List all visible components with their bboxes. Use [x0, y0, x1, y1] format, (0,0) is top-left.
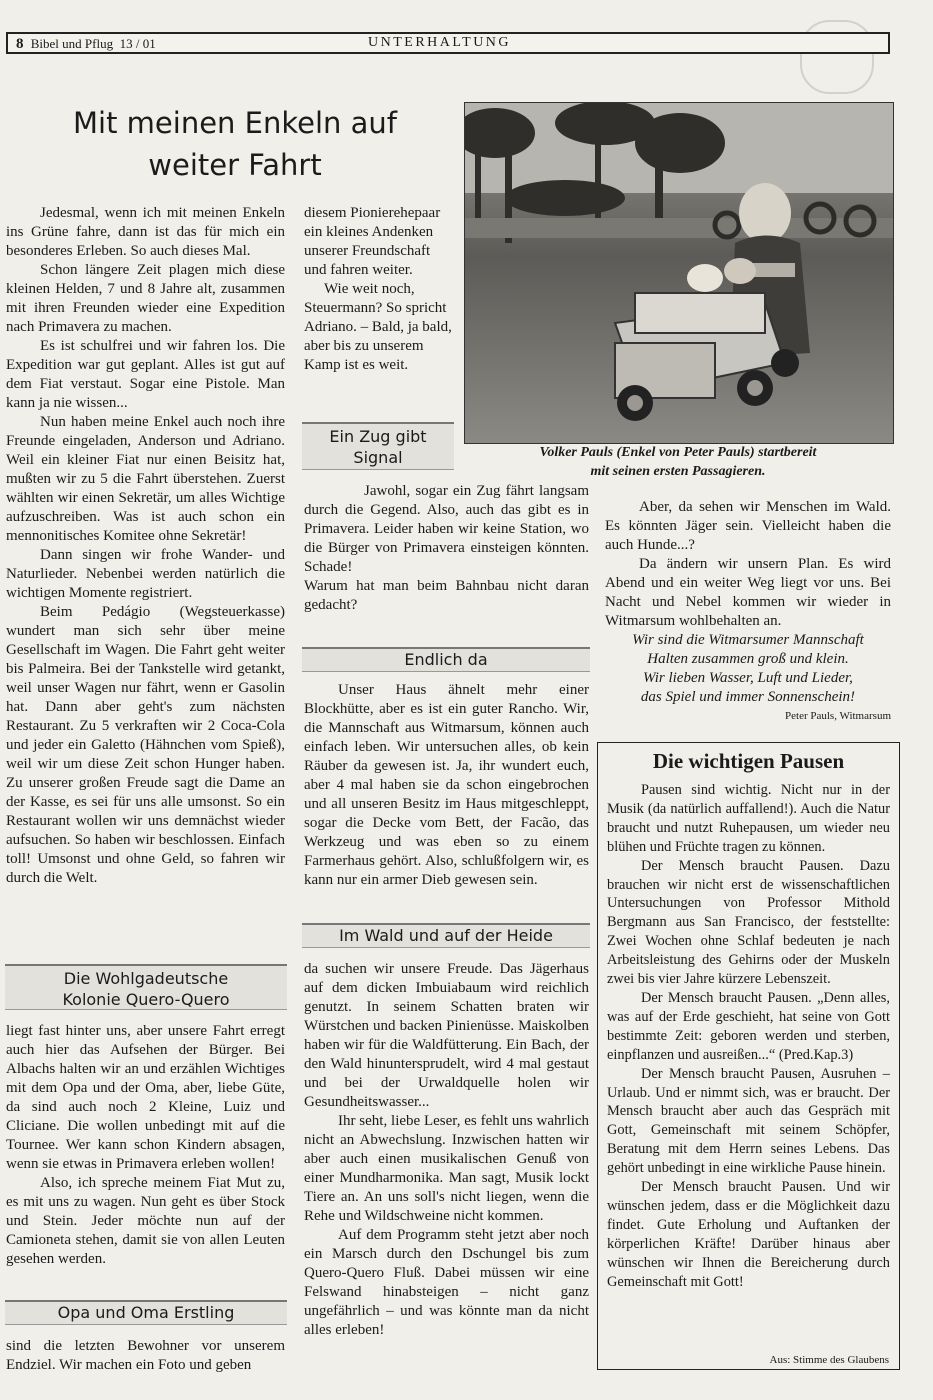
photo-caption: [500, 443, 856, 481]
article-title-line2: weiter Fahrt: [148, 148, 322, 182]
poem: [605, 631, 891, 707]
paragraph: Der Mensch braucht Pausen, Ausruhen – Urlaub. Und er nimmt sich, was er braucht. Der Mensch braucht aber auch das Gespräch mit Gott, Gemeinschaft mit seinem Schöpfer, Beratung mit dem Herrn seines Lebens. Das gehört unbedingt in eine wirkliche Pause hinein.: [607, 1065, 890, 1177]
paragraph: Da ändern wir unsern Plan. Es wird Abend und ein weiter Weg liegt vor uns. Bei Nacht und Nebel kommen wir wieder in Witmarsum wohlbehalten an.: [605, 556, 891, 629]
sidebar-article-body: [607, 781, 890, 1291]
paragraph: Ihr seht, liebe Leser, es fehlt uns wahrlich nicht an Abwechslung. Inzwischen hatten wir aber auch einen musikalischen Genuß von einer Mundharmonika. Man sagt, Musik lockt Tiere an. An uns soll's nicht liegen, wenn die Rehe und Wildschweine nicht kommen.: [304, 1113, 589, 1224]
paragraph: sind die letzten Bewohner vor unserem Endziel. Wir machen ein Foto und geben: [6, 1338, 285, 1373]
paragraph: da suchen wir unsere Freude. Das Jägerhaus auf dem dicken Imbuiabaum wird reichlich genutzt. In seinem Schatten braten wir Würstchen und backen Pinienüsse. Maiskolben haben wir für die Waldfütterung. Ein Bach, der den Wald hinuntersprudelt, wird 4 mal gestaut und bei der Urwaldquelle holen wir Gesundheitswasser...: [304, 961, 589, 1110]
page-number: 8: [16, 36, 24, 52]
sidebar-article-source: Aus: Stimme des Glaubens: [769, 1354, 889, 1366]
paragraph: liegt fast hinter uns, aber unsere Fahrt erregt auch hier das Aufsehen der Bürger. Bei Albachs halten wir an und erzählen Wichtiges mit dem Opa und der Oma, aber, liebe Güte, da sind auch noch 2 Kleine, Luiz und Cliciane. Die wollen unbedingt mit auf die Tournee. Wer kann schon Kindern absagen, wenn sie etwas in Primavera erleben wollen!: [6, 1023, 285, 1172]
column-1: [6, 204, 285, 888]
subhead-wald: Im Wald und auf der Heide: [302, 923, 590, 948]
paragraph: Jawohl, sogar ein Zug fährt langsam durch die Gegend. Also, auch das gibt es in Primavera. Leider haben wir keine Station, wo die Bürger von Primavera einsteigen könnten. Schade!: [304, 483, 589, 575]
paragraph: Der Mensch braucht Pausen. „Denn alles, was auf der Erde geschieht, hat seine von Gott bestimmte Zeit: geboren werden und sterben, einpflanzen und ausreißen...“ (Pred.Kap.3): [607, 989, 890, 1063]
paragraph: Warum hat man beim Bahnbau nicht daran gedacht?: [304, 578, 589, 613]
sidebar-article-box: [597, 742, 900, 1370]
section-title: UNTERHALTUNG: [368, 35, 512, 50]
paragraph: Jedesmal, wenn ich mit meinen Enkeln ins Grüne fahre, dann ist das für mich ein besonderes Erleben. So auch dieses Mal.: [6, 205, 285, 259]
column-1c: [6, 1337, 285, 1375]
subhead-endlich-da: Endlich da: [302, 647, 590, 672]
paragraph: diesem Pionierehepaar ein kleines Andenken unserer Freundschaft und fahren weiter.: [304, 205, 441, 278]
column-2-endlich: [304, 681, 589, 890]
column-2-top: [304, 204, 452, 375]
column-2-wald: [304, 960, 589, 1340]
paragraph: Es ist schulfrei und wir fahren los. Die Expedition war gut geplant. Alles ist gut auf dem Fiat verstaut. Sogar eine Pistole. Man kann ja nie wissen...: [6, 338, 285, 411]
column-1b: [6, 1022, 285, 1269]
article-photo: [464, 102, 894, 444]
paragraph: Nun haben meine Enkel auch noch ihre Freunde eingeladen, Anderson und Adriano. Weil ein kleiner Fiat nur einen Beisitz hat, mußten wir zu 5 die Fahrt überstehen. Zuerst wählten wir einen Sekretär, um alles Wichtige aufzuschreiben. Was ist auch schon ein mennonitisches Komitee ohne Sekretär!: [6, 414, 285, 544]
paragraph: Schon längere Zeit plagen mich diese kleinen Helden, 7 und 8 Jahre alt, zusammen mit ihren Freunden wieder eine Expedition nach Primavera zu machen.: [6, 262, 285, 335]
paragraph: Auf dem Programm steht jetzt aber noch ein Marsch durch den Dschungel bis zum Quero-Quero Fluß. Dabei müssen wir eine Felswand hinabsteigen – nicht ganz ungefährlich – und was könnte man da nicht alles erleben!: [304, 1227, 589, 1338]
article-title: [30, 102, 440, 186]
paragraph: Pausen sind wichtig. Nicht nur in der Musik (da natürlich auffallend!). Auch die Natur braucht und nutzt Ruhepausen, um wieder neu blühen und Früchte tragen zu können.: [607, 782, 890, 855]
paragraph: Also, ich spreche meinem Fiat Mut zu, es mit uns zu wagen. Nun geht es über Stock und Stein. Jeder möchte nun auf der Camioneta stehen, damit sie von allen Leuten gesehen werden.: [6, 1175, 285, 1267]
poem-line: Wir sind die Witmarsumer Mannschaft: [632, 632, 864, 648]
photo-boy-with-toy-truck: [465, 103, 893, 443]
page-header: [6, 32, 890, 54]
paragraph: Unser Haus ähnelt mehr einer Blockhütte, aber es ist ein guter Rancho. Wir, die Mannschaft aus Witmarsum, können auch einfach leben. Wir untersuchen alles, ob kein Räuber da gewesen ist. Ja, ihr wundert euch, aber 4 mal haben sie da schon eingebrochen und all unseren Besitz im Haus mitgeschleppt, sogar die Decke vom Bett, der Facão, das Werkzeug und was eben so zu einem Farmerhaus gehört. Also, schlußfolgern wir, es kann nur ein armer Dieb gewesen sein.: [304, 682, 589, 888]
poem-line: Halten zusammen groß und klein.: [647, 651, 849, 667]
paragraph: Aber, da sehen wir Menschen im Wald. Es könnten Jäger sein. Vielleicht haben die auch Hunde...?: [605, 499, 891, 553]
poem-line: Wir lieben Wasser, Luft und Lieder,: [643, 670, 853, 686]
paragraph: Der Mensch braucht Pausen. Und wir wünschen jedem, dass er die Möglichkeit dazu findet. Gute Erholung und Auftanken der körperlichen Kräfte! Darüber hinaus aber wünschen wir Ihnen die Bereicherung durch Gemeinschaft mit Gott!: [607, 1179, 890, 1290]
article-title-line1: Mit meinen Enkeln auf: [73, 106, 397, 140]
column-3: [605, 498, 891, 726]
paragraph: Beim Pedágio (Wegsteuerkasse) wundert man sich sehr über meine Gesellschaft im Wagen. Die Fahrt geht weiter bis Palmeira. Bei der Tankstelle wird getankt, weil unser Wagen nur fährt, wenn er Gasolin hat. Dann aber geht's zum nächsten Restaurant. Zu 5 verkraften wir 2 Coca-Cola und jeder ein Galetto (Hähnchen vom Spieß), weil wir um diese Zeit schon Hunger haben. Zu unserer großen Freude sagt die Dame an der Kasse, es sei für uns alle umsonst. So ein Restaurant wollen wir uns demnächst wieder aufsuchen. So haben wir beschlossen. Einfach toll! Umsonst und ohne Geld, so fahren wir durch die Welt.: [6, 604, 285, 886]
subhead-zug: Ein Zug gibt Signal: [302, 422, 454, 470]
subhead-kolonie: Die Wohlgadeutsche Kolonie Quero-Quero: [5, 964, 287, 1010]
sidebar-article-title: Die wichtigen Pausen: [652, 749, 845, 773]
publication-name: Bibel und Pflug: [30, 36, 114, 51]
photo-caption-line1: Volker Pauls (Enkel von Peter Pauls) startbereit: [539, 445, 817, 460]
photo-caption-line2: mit seinen ersten Passagieren.: [590, 464, 766, 479]
paragraph: Wie weit noch, Steuermann? So spricht Adriano. – Bald, ja bald, aber bis zu unserem Kamp ist es weit.: [304, 281, 452, 373]
poem-line: das Spiel und immer Sonnenschein!: [640, 689, 856, 705]
column-2-zug: [304, 482, 589, 615]
author-signature: Peter Pauls, Witmarsum: [785, 710, 891, 722]
subhead-opa-oma: Opa und Oma Erstling: [5, 1300, 287, 1325]
header-meta: [16, 36, 156, 53]
issue-number: 13 / 01: [119, 36, 156, 51]
paragraph: Der Mensch braucht Pausen. Dazu brauchen wir nicht erst de wissenschaftlichen Untersuchungen von Professor Mithold Bergmann aus San Francisco, der feststellte: Zwei Wochen ohne Schlaf bedeuten je nach Arbeitsleistung des Gehirns oder der Muskeln zwei bis vier Jahre kürzere Lebenszeit.: [607, 857, 890, 988]
paragraph: Dann singen wir frohe Wander- und Naturlieder. Nebenbei werden natürlich die wichtigen Momente registriert.: [6, 547, 285, 601]
